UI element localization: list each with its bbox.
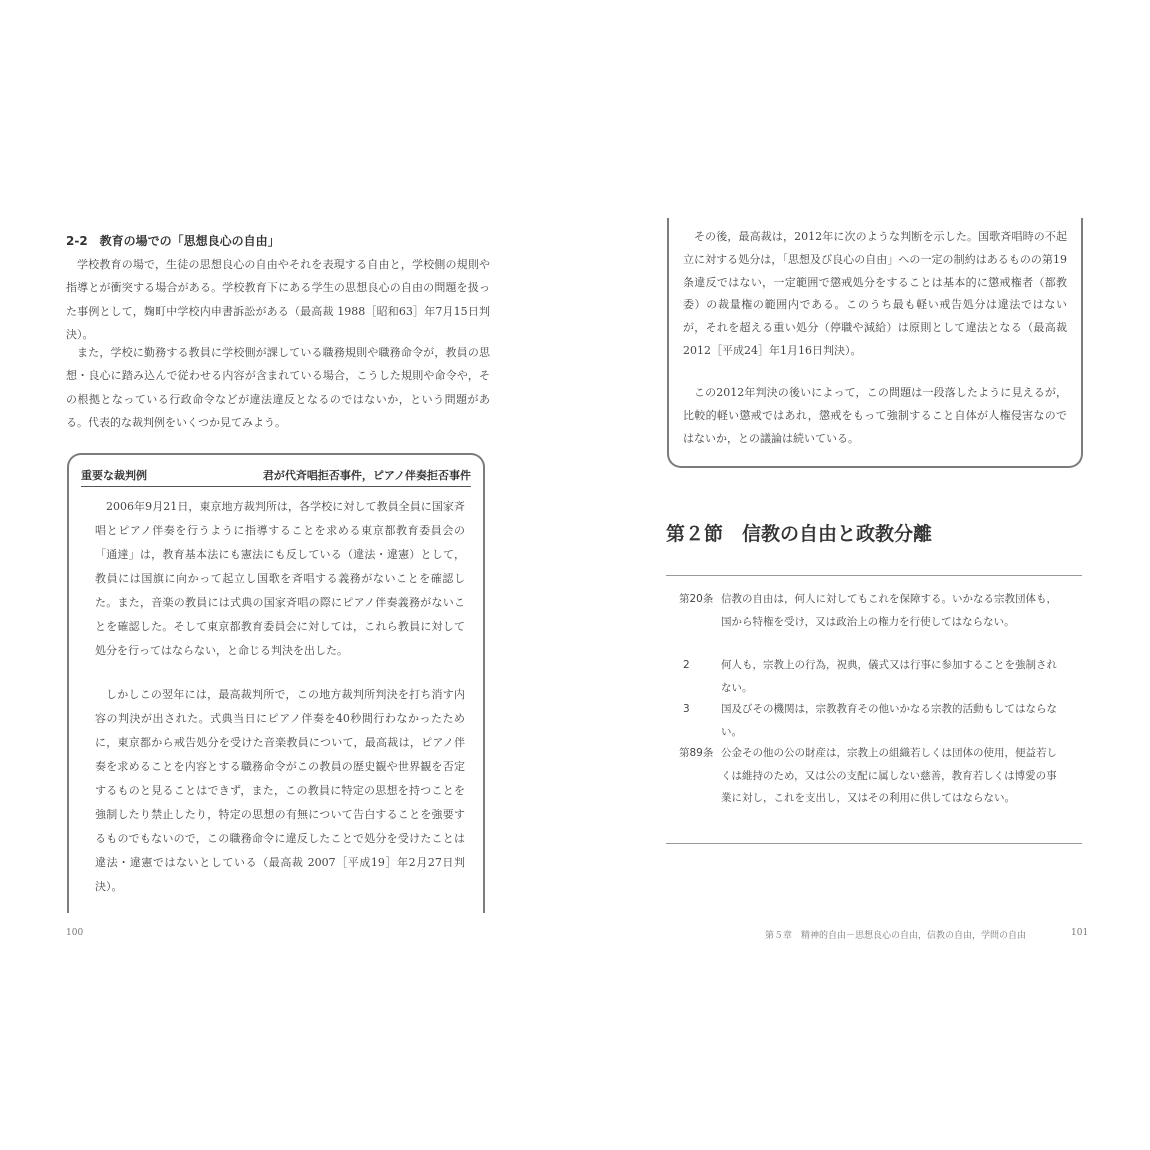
case-paragraph: その後，最高裁は，2012年に次のような判断を示した。国歌斉唱時の不起立に対する処分は，「思想及び良心の自由」への一定の制約はあるものの第19条違反ではない，一定範囲で懲戒処分をすることは基本的に懲戒権者（都教委）の裁量権の範囲内である。このうち最も軽い戒告処分は違法ではないが，それを超える重い処分（停職や減給）は原則として違法となる（最高裁 2012［平成24］年1月16日判決）。 <box>683 230 1067 357</box>
divider <box>666 575 1082 576</box>
article-number: 第20条 <box>679 593 714 605</box>
case-paragraph: しかしこの翌年には，最高裁判所で，この地方裁判所判決を打ち消す内容の判決が出された。式典当日にピアノ伴奏を40秒間行わなかったために，東京都から戒告処分を受けた音楽教員について，最高裁は，ピアノ伴奏を求めることを内容とする職務命令がこの教員の歴史観や世界観を否定するものと見ることはできず，また，この教員に特定の思想を持つことを強制したり禁止したり，特定の思想の有無について告白することを強要するものでもないので，この職務命令に違反したことで処分を受けたことは違法・違憲ではないとしている（最高裁 2007［平成19］年2月27日判決）。 <box>95 688 465 893</box>
body-paragraph: 学校教育の場で，生徒の思想良心の自由やそれを表現する自由と，学校側の規則や指導とが衝突する場合がある。学校教育下にある学生の思想良心の自由の問題を扱った事例として，麹町中学校内申書訴訟がある（最高裁 1988［昭和63］年7月15日判決）。 <box>66 258 490 341</box>
article-number: 2 <box>683 659 690 671</box>
page-number: 101 <box>1071 928 1089 938</box>
case-box-continued <box>667 218 1083 468</box>
article-text: 国及びその機関は，宗教教育その他いかなる宗教的活動もしてはならない。 <box>721 703 1057 738</box>
running-footer: 第５章 精神的自由－思想良心の自由，信教の自由，学問の自由 <box>765 931 1027 941</box>
case-paragraph: 2006年9月21日，東京地方裁判所は，各学校に対して教員全員に国家斉唱とピアノ伴奏を行うように指導することを求める東京都教育委員会の「通達」は，教育基本法にも憲法にも反している（違法・違憲）として，教員には国旗に向かって起立し国歌を斉唱する義務がないことを確認した。また，音楽の教員には式典の国家斉唱の際にピアノ伴奏義務がないことを確認した。そして東京都教育委員会に対しては，これら教員に対して処分を行ってはならない，と命じる判決を出した。 <box>95 500 465 657</box>
article-text: 公金その他の公の財産は，宗教上の組織若しくは団体の使用，便益若しくは維持のため，又は公の支配に属しない慈善，教育若しくは博愛の事業に対し，これを支出し，又はその利用に供してはならない。 <box>721 747 1057 804</box>
case-box-title: 君が代斉唱拒否事件，ピアノ伴奏拒否事件 <box>262 469 471 482</box>
important-case-box <box>67 453 485 913</box>
article-text: 何人も，宗教上の行為，祝典，儀式又は行事に参加することを強制されない。 <box>721 659 1057 694</box>
case-paragraph: この2012年判決の後いによって，この問題は一段落したように見えるが，比較的軽い懲戒ではあれ，懲戒をもって強制すること自体が人権侵害なのではないか，との議論は続いている。 <box>683 386 1067 445</box>
section-heading: 2-2 教育の場での「思想良心の自由」 <box>66 234 280 248</box>
article-number: 第89条 <box>679 747 714 759</box>
page-number: 100 <box>66 928 84 938</box>
case-box-label: 重要な裁判例 <box>81 469 147 482</box>
article-text: 信教の自由は，何人に対してもこれを保障する。いかなる宗教団体も，国から特権を受け，又は政治上の権力を行使してはならない。 <box>721 593 1057 628</box>
divider <box>666 843 1082 844</box>
section-title: 第２節 信教の自由と政教分離 <box>666 523 933 545</box>
article-number: 3 <box>683 703 690 715</box>
case-box-header <box>81 464 471 487</box>
right-page <box>575 0 1150 1150</box>
body-paragraph: また，学校に勤務する教員に学校側が課している職務規則や職務命令が，教員の思想・良心に踏み込んで従わせる内容が含まれている場合，こうした規則や命令や，その根拠となっている行政命令などが違法違反となるのではないか，という問題がある。代表的な裁判例をいくつか見てみよう。 <box>66 346 490 429</box>
